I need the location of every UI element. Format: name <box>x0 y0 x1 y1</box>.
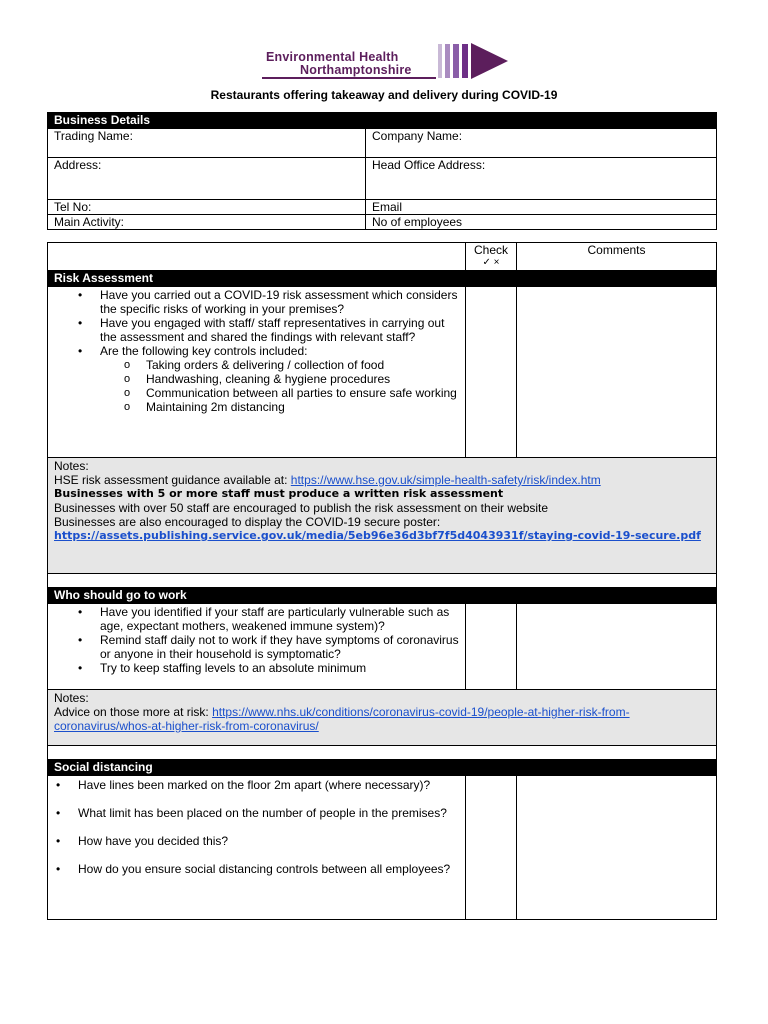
work-note-1-text: Advice on those more at risk: <box>54 705 213 719</box>
work-note-1 <box>54 705 710 733</box>
covid-checklist-table <box>47 242 717 920</box>
hse-guidance-link[interactable]: https://www.hse.gov.uk/simple-health-safety/risk/index.htm <box>290 473 601 487</box>
main-activity-field[interactable]: Main Activity: <box>48 215 366 230</box>
risk-question-2: • Have you engaged with staff/ staff representatives in carrying out the assessment and shared the findings with relevant staff? <box>54 316 459 344</box>
work-comments-cell[interactable] <box>517 604 717 690</box>
social-question-4: • How do you ensure social distancing controls between all employees? <box>54 862 459 876</box>
checklist-blank-header <box>48 243 466 271</box>
risk-assessment-notes <box>48 458 717 574</box>
address-field[interactable]: Address: <box>48 158 366 200</box>
spacer-row-2 <box>48 746 717 760</box>
work-notes-label: Notes: <box>54 691 89 705</box>
risk-control-1: o Taking orders & delivering / collection of food <box>54 358 459 372</box>
risk-assessment-comments-cell[interactable] <box>517 287 717 458</box>
risk-control-4: o Maintaining 2m distancing <box>54 400 459 414</box>
logo-arrow-icon <box>438 42 510 82</box>
risk-control-3: o Communication between all parties to ensure safe working <box>54 386 459 400</box>
risk-question-1: • Have you carried out a COVID-19 risk assessment which considers the specific risks of working in your premises? <box>54 288 459 316</box>
social-distancing-comments-cell[interactable] <box>517 776 717 920</box>
comments-column-header: Comments <box>517 243 717 271</box>
work-question-2: • Remind staff daily not to work if they have symptoms of coronavirus or anyone in their household is symptomatic? <box>54 633 459 661</box>
social-question-3: • How have you decided this? <box>54 834 459 848</box>
risk-assessment-questions <box>48 287 466 458</box>
social-question-1: • Have lines been marked on the floor 2m apart (where necessary)? <box>54 778 459 792</box>
risk-question-3 <box>54 344 459 358</box>
risk-note-4: Businesses are also encouraged to display the COVID-19 secure poster: <box>54 515 441 529</box>
risk-control-2: o Handwashing, cleaning & hygiene procedures <box>54 372 459 386</box>
company-name-field[interactable]: Company Name: <box>366 129 717 158</box>
business-details-header: Business Details <box>48 113 717 129</box>
covid-secure-poster-link[interactable]: https://assets.publishing.service.gov.uk/media/5eb96e36d3bf7f5d4043931f/staying-covid-19-secure.pdf <box>54 529 701 542</box>
risk-note-1-text: HSE risk assessment guidance available at: <box>54 473 291 487</box>
spacer-row-1 <box>48 574 717 588</box>
social-question-2: • What limit has been placed on the number of people in the premises? <box>54 806 459 820</box>
social-distancing-questions <box>48 776 466 920</box>
tel-field[interactable]: Tel No: <box>48 200 366 215</box>
head-office-address-field[interactable]: Head Office Address: <box>366 158 717 200</box>
work-check-cell[interactable] <box>466 604 517 690</box>
nhs-higher-risk-link[interactable]: https://www.nhs.uk/conditions/coronavirus-covid-19/people-at-higher-risk-from-coronavirus/whos-at-higher-risk-from-coronavirus/ <box>54 705 630 733</box>
social-distancing-header: Social distancing <box>48 760 717 776</box>
employees-field[interactable]: No of employees <box>366 215 717 230</box>
risk-note-1 <box>54 473 710 487</box>
check-column-header <box>466 243 517 271</box>
logo-line-2: Northamptonshire <box>300 63 412 77</box>
work-questions <box>48 604 466 690</box>
work-question-1: • Have you identified if your staff are particularly vulnerable such as age, expectant mothers, weakened immune system)? <box>54 605 459 633</box>
check-marks-label: ✓ × <box>482 257 500 268</box>
risk-note-2: Businesses with 5 or more staff must produce a written risk assessment <box>54 487 504 500</box>
risk-assessment-check-cell[interactable] <box>466 287 517 458</box>
risk-note-3: Businesses with over 50 staff are encouraged to publish the risk assessment on their website <box>54 501 549 515</box>
risk-question-3-text: Are the following key controls included: <box>100 344 308 358</box>
risk-notes-label: Notes: <box>54 459 89 473</box>
business-details-table <box>47 112 717 230</box>
work-question-3: • Try to keep staffing levels to an absolute minimum <box>54 661 459 675</box>
trading-name-field[interactable]: Trading Name: <box>48 129 366 158</box>
work-notes <box>48 690 717 746</box>
logo-line-1: Environmental Health <box>266 50 399 64</box>
email-field[interactable]: Email <box>366 200 717 215</box>
who-should-go-to-work-header: Who should go to work <box>48 588 717 604</box>
page-title: Restaurants offering takeaway and delivery during COVID-19 <box>210 88 558 102</box>
check-label: Check <box>473 243 508 257</box>
social-distancing-check-cell[interactable] <box>466 776 517 920</box>
risk-assessment-header: Risk Assessment <box>48 271 717 287</box>
environmental-health-logo <box>262 42 512 82</box>
logo-underline <box>262 77 436 79</box>
